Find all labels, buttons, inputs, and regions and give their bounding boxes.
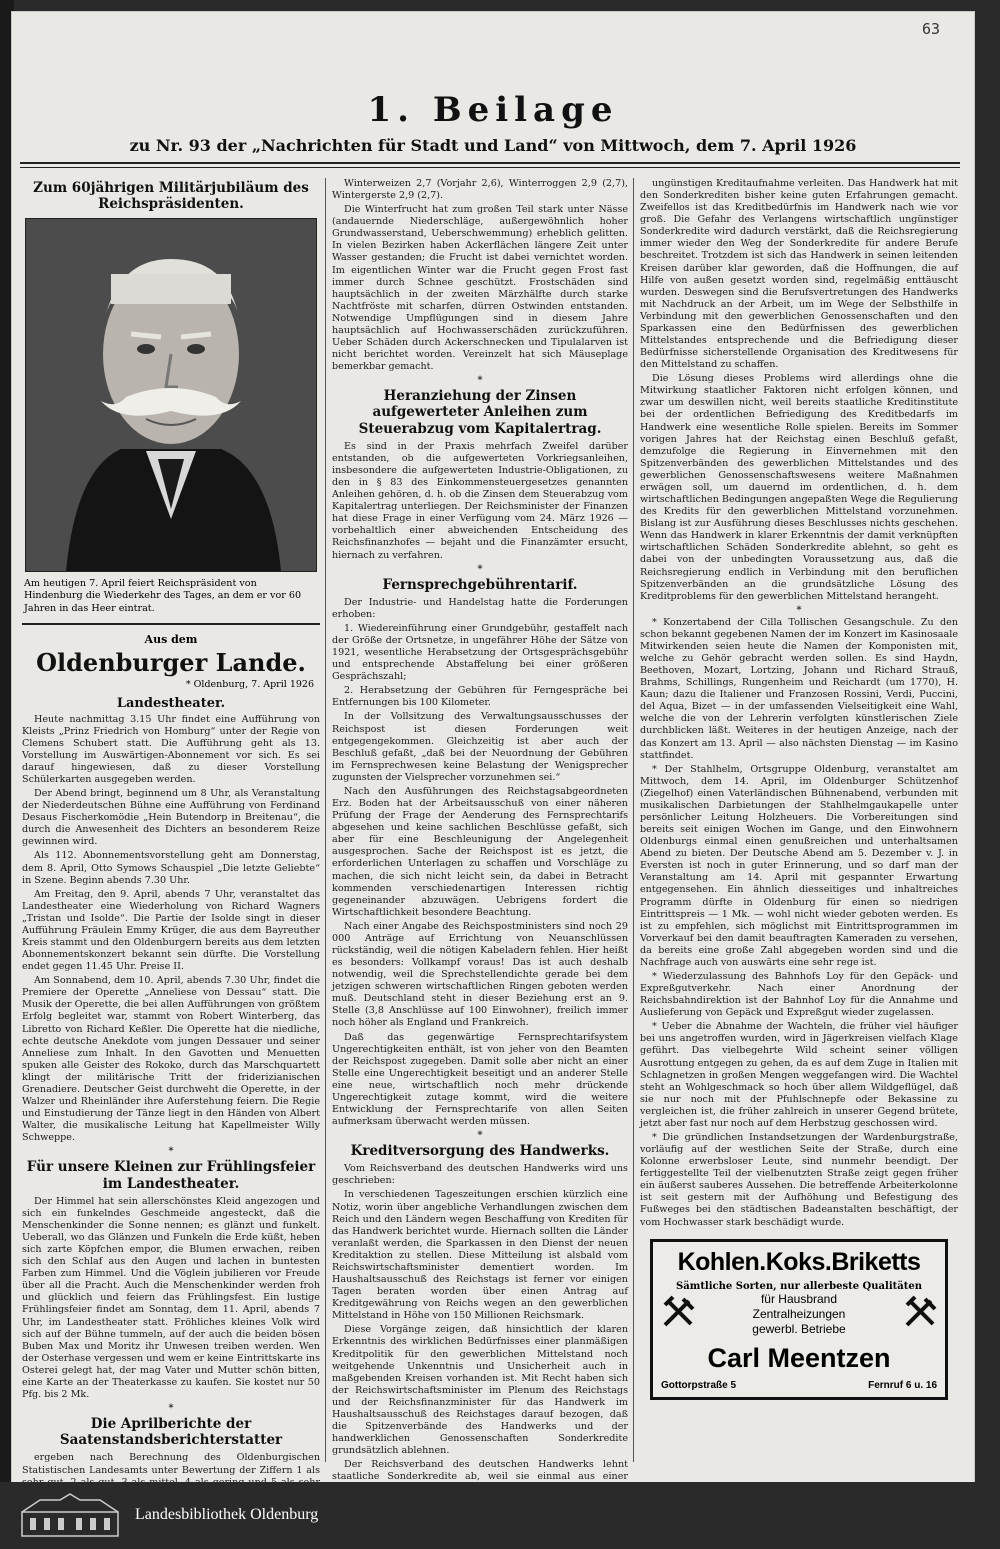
article-heading-aprilberichte: Die Aprilberichte der Saatenstandsberichterstatter bbox=[59, 1416, 283, 1449]
separator-star: * bbox=[168, 1403, 174, 1415]
section-kicker: Aus dem bbox=[144, 632, 198, 646]
ad-body bbox=[661, 1292, 937, 1337]
hammer-pick-icon bbox=[903, 1295, 937, 1333]
paragraph: Vom Reichsverband des deutschen Handwerks wird uns geschrieben: bbox=[332, 1163, 628, 1187]
masthead-subtitle: zu Nr. 93 der „Nachrichten für Stadt und Land“ von Mittwoch, dem 7. April 1926 bbox=[129, 136, 857, 155]
paragraph: Winterweizen 2,7 (Vorjahr 2,6), Winterroggen 2,9 (2,7), Wintergerste 2,9 (2,7). bbox=[332, 178, 628, 202]
news-item-wachteln: * Ueber die Abnahme der Wachteln, die früher viel häufiger bei uns angetroffen wurden, wird in Jägerkreisen vielfach Klage geführt. Das vielbegehrte Wild scheint seiner völligen Ausrottung entgegen zu gehen, da es auf dem Zuge in Italien mit Schlagnetzen in großen Mengen weggefangen wird. Die Wachtel steht an Wohlgeschmack so hoch über allem Wildgeflügel, daß sie nur noch mit der Pfuhlschnepfe oder Bekassine zu vergleichen ist, die früher zahlreich in unserer Gegend brütete, jetzt aber fast nur noch auf dem Herbstzug geschossen wird. bbox=[640, 1021, 958, 1129]
separator-star: * bbox=[477, 1130, 483, 1142]
paragraph: Der Reichsverband des deutschen Handwerks lehnt staatliche Sonderkredite ab, weil sie einmal aus einer bbox=[332, 1459, 628, 1483]
advertisement-meentzen bbox=[650, 1239, 948, 1400]
library-name[interactable]: Landesbibliothek Oldenburg bbox=[135, 1506, 319, 1523]
ad-footer bbox=[661, 1380, 937, 1391]
paragraph: Nach einer Angabe des Reichspostministers sind noch 29 000 Anträge auf Errichtung von Neuanschlüssen rückständig, weil die nötigen Kabeladern fehlen. Hier heißt es besonders: Vollkampf voraus! Das ist auch deshalb notwendig, weil die Sprechstellendichte gerade bei dem jetzigen schweren wirtschaftlichen Ringen geboten werden muß. Deutschland steht in dieser Beziehung erst an 9. Stelle (3,8 Anschlüsse auf 100 Einwohner), freilich immer noch höher als England und Frankreich. bbox=[332, 920, 628, 1029]
paragraph: Am Sonnabend, dem 10. April, abends 7.30 Uhr, findet die Premiere der Operette „Anneliese von Dessau“ statt. Die Musik der Operette, die bei allen Aufführungen von größtem Erfolg begleitet war, stammt von Robert Winterberg, das Libretto von Richard Keßler. Die Operette hat die niedliche, echte deutsche Anekdote vom jungen Dessauer und seiner Anneliese zum Inhalt. In den Gavotten und Menuetten spuken alle Geister des Rokoko, durch das Marschquartett klingt der militärische Tritt der friderizianischen Grenadiere. Deutscher Geist durchweht die Operette, in der Walzer und Rheinländer ihre Auferstehung feiern. Die Regie und Einstudierung der Tänze liegt in den Händen von Albert Walter, die musikalische Leitung hat Kapellmeister Willy Schweppe. bbox=[22, 975, 320, 1144]
paragraph: 1. Wiedereinführung einer Grundgebühr, gestaffelt nach der Größe der Ortsnetze, in ungefährer Höhe der Sätze von 1921, wesentliche Herabsetzung der Ortsgesprächsgebühr und entsprechende Abstaffelung bei einer größeren Gesprächszahl; bbox=[332, 622, 628, 683]
masthead-rule-bottom bbox=[20, 167, 960, 168]
ad-line-1: für Hausbrand bbox=[760, 1291, 838, 1306]
newspaper-page bbox=[12, 12, 974, 1482]
ad-line-2: Zentralheizungen bbox=[752, 1306, 846, 1321]
paragraph: ungünstigen Kreditaufnahme verleiten. Das Handwerk hat mit den Sonderkrediten bisher keine guten Erfahrungen gemacht. Zweifellos ist das Kreditbedürfnis im Handwerk nach wie vor groß. Die Gefahr des Verlangens wirtschaftlich ungünstiger Sonderkredite wird dadurch verstärkt, daß die Reichsregierung immer wieder den Weg der Sonderkredite für andere Berufe beschreitet. Trotzdem ist sich das Handwerk in seinen leitenden Kreisen darüber klar geworden, daß die Hoffnungen, die auf Hilfe von außen gesetzt worden sind, regelmäßig enttäuscht wurden. Deswegen sind die Berufsvertretungen des Handwerks mit Nachdruck an der Arbeit, um im Wege der Selbsthilfe in Verbindung mit den gewerblichen Genossenschaften und den Sparkassen eine den Bedürfnissen des gewerblichen Mittelstandes entsprechende und die Befriedigung dieser Bedürfnisse sicherstellende Organisation des Kreditwesens für den Mittelstand zu schaffen. bbox=[640, 178, 958, 371]
ad-lines bbox=[752, 1292, 845, 1337]
ad-line-3: gewerbl. Betriebe bbox=[752, 1321, 846, 1336]
article-heading-fernsprech: Fernsprechgebührentarif. bbox=[382, 576, 578, 593]
dateline: * Oldenburg, 7. April 1926 bbox=[185, 678, 314, 690]
portrait-photo bbox=[25, 218, 317, 572]
paragraph: Die Winterfrucht hat zum großen Teil stark unter Nässe (andauernde Niederschläge, außergewöhnlich hoher Grundwasserstand, Ueberschwemmung) erheblich gelitten. In vielen Bezirken haben Ackerflächen längere Zeit unter Wasser gestanden; die Frucht ist dabei vernichtet worden. Im eigentlichen Winter war die Frucht gegen Frost fast immer durch Schnee geschützt. Frostschäden sind hauptsächlich in der zweiten Märzhälfte durch starke Nachtfröste mit scharfen, dürren Ostwinden entstanden. Notwendige Umpflügungen sind in diesem Jahre hauptsächlich auf Hochwasserschäden zurückzuführen. Ueber Schäden durch Ackerschnecken und Tipulalarven ist nicht berichtet worden. Vereinzelt hat sich Mäuseplage bemerkbar gemacht. bbox=[332, 204, 628, 373]
article-heading-kleine: Für unsere Kleinen zur Frühlingsfeier im Landestheater. bbox=[26, 1159, 316, 1192]
ad-headline: Kohlen.Koks.Briketts bbox=[677, 1247, 921, 1276]
paragraph: Die Lösung dieses Problems wird allerdings ohne die Mitwirkung staatlicher Faktoren nicht erfolgen können, und zwar um deswillen nicht, weil bereits staatliche Kreditinstitute bei der ordentlichen Befriedigung des Kreditbedarfs im Handwerk eine wesentliche Rolle spielen. Bereits im Sommer vorigen Jahres hat der Reichstag einen Beschluß gefaßt, demzufolge die Regierung in Einvernehmen mit den Spitzenverbänden des gewerblichen Mittelstandes und des gewerblichen Genossenschaftswesens weitere Maßnahmen erwägen soll, um dauernd im ordentlichen, d. h. dem wirtschaftlichen Bedingungen angepaßten Wege die Regulierung des Kredits für den gewerblichen Mittelstand vorzunehmen. Bislang ist zur Ausführung dieses Beschlusses nichts geschehen. Wenn das Handwerk in klarer Erkenntnis der damit verknüpften wirtschaftlichen Schäden Sonderkredite ablehnt, so geht es dabei von der unbedingten Voraussetzung aus, daß die Reichsregierung endlich in Verbindung mit den beruflichen Spitzenverbänden an die grundsätzliche Lösung des Kreditproblems für den gewerblichen Mittelstand herangeht. bbox=[640, 373, 959, 602]
news-item-bahnhof: * Wiederzulassung des Bahnhofs Loy für den Gepäck- und Expreßgutverkehr. Nach einer Anordnung der Reichsbahndirektion ist der Bahnhof Loy für die Annahme und Auslieferung von Gepäck und Expreßgut wieder zugelassen. bbox=[640, 971, 958, 1019]
separator-star: * bbox=[477, 375, 483, 387]
paragraph: Daß das gegenwärtige Fernsprechtarifsystem Ungerechtigkeiten enthält, ist von jeher von den Beamten der Reichspost zugegeben. Damit solle aber nicht an einer Stelle eine Ungerechtigkeit beseitigt und an anderer Stelle eine neue, wirtschaftlich noch mehr drückende Ungerechtigkeit zutage kommt, wird die weitere Entwicklung der Fernsprechtarife von allen Seiten aufmerksam überwacht werden müssen. bbox=[332, 1031, 628, 1128]
paragraph: Der Himmel hat sein allerschönstes Kleid angezogen und sich ein funkelndes Geschmeide angesteckt, daß die Menschenkinder die Sonne nennen; es glänzt und funkelt. Ueberall, wo das Glänzen und Funkeln die Erde küßt, heben sich zarte Köpfchen empor, die Blumen erwachen, reiben sich den Schlaf aus den Augen und lachen in buntesten Farben zum Himmel. Und die Vöglein jubilieren vor Freude über all die Pracht. Auch die Menschenkinder werden froh und glücklich und feiern das Frühlingsfest. Ein lustige Frühlingsfeier findet am Sonntag, dem 11. April, abends 7 Uhr, im Landestheater statt. Fröhliches kleines Volk wird sich auf der Bühne tummeln, auf der auch die beiden bösen Buben Max und Moritz ihr Unwesen treiben werden. Wen der Osterhase vergessen und wem er keine Eintrittskarte ins Osterei gelegt hat, der mag Vater und Mutter schön bitten, eine Karte an der Theaterkasse zu kaufen. Sie kostet nur 50 Pfg. bis 2 Mk. bbox=[22, 1195, 320, 1400]
column-1 bbox=[22, 178, 320, 1476]
news-item-strasse: * Die gründlichen Instandsetzungen der Wardenburgstraße, vorläufig auf der westlichen Seite der Straße, durch eine Kolonne erwerbsloser Leute, sind nunmehr beendigt. Der fertiggestellte Teil der vielbenutzten Straße zeigt gegen früher ein äußerst sauberes Aussehen. Die betreffende Arbeiterkolonne ist seit gestern mit der Aufhöhung und Befestigung des Fußweges bei den städtischen Badeanstalten beschäftigt, der vom Hochwasser stark beschädigt wurde. bbox=[640, 1132, 958, 1228]
separator-star: * bbox=[477, 563, 483, 575]
paragraph: Diese Vorgänge zeigen, daß hinsichtlich der klaren Erkenntnis des wirklichen Bedürfnisses einer planmäßigen Kreditpolitik für den gewerblichen Mittelstand noch weitgehende Unkenntnis und Unsicherheit auch in maßgebenden Kreisen vorhanden ist. Mit Recht haben sich der Reichswirtschaftsminister im Plenum des Reichstags und der Reichsfinanzminister für das Handwerk im Haushaltsausschuß des Reichstages darauf bezogen, daß die Spitzenverbände des Handwerks und der handwerklichen Genossenschaften Sonderkredite grundsätzlich ablehnen. bbox=[332, 1324, 628, 1457]
paragraph: Der Industrie- und Handelstag hatte die Forderungen erhoben: bbox=[332, 596, 628, 620]
paragraph: Heute nachmittag 3.15 Uhr findet eine Aufführung von Kleists „Prinz Friedrich von Homburg“ unter der Regie von Clemens Schubert statt. Die Aufführung geht als 13. Vorstellung im Auswärtigen-Abonnement vor sich. Es sei darauf hingewiesen, daß zu dieser Vorstellung Schülerkarten ausgegeben werden. bbox=[22, 713, 320, 785]
masthead-title: 1. Beilage bbox=[367, 90, 619, 130]
article-heading-kredit: Kreditversorgung des Handwerks. bbox=[350, 1143, 610, 1160]
separator-star: * bbox=[168, 1146, 174, 1158]
paragraph: 2. Herabsetzung der Gebühren für Ferngespräche bei Entfernungen bis 100 Kilometer. bbox=[332, 685, 628, 709]
news-item-stahlhelm: * Der Stahlhelm, Ortsgruppe Oldenburg, veranstaltet am Mittwoch, dem 14. April, im Oldenburger Schützenhof (Ziegelhof) einen Vaterländischen Bühnenabend, verbunden mit musikalischen Darbietungen der Stahlhelmgaukapelle unter persönlicher Leitung Holzheuers. Die Vorbereitungen sind bereits seit einigen Wochen im Gange, und den Einwohnern Oldenburgs einmal einen genußreichen und unterhaltsamen Abend zu bieten. Der Deutsche Abend am 5. Dezember v. J. in Eversten ist noch in guter Erinnerung, und so darf man der Veranstaltung am 14. April mit gespannter Erwartung entgegensehen. Ein ähnlich diesseitiges und inhaltreiches Programm dürfte in Oldenburg für einen so niedrigen Eintrittspreis — 1 Mk. — wohl nicht wieder geboten werden. Es ist zu empfehlen, sich möglichst mit Eintrittsprogrammen im Vorverkauf bei den damit beauftragten Kameraden zu versehen, da bereits eine große Zahl abgegeben worden sind und die Nachfrage auch von auswärts eine sehr rege ist. bbox=[640, 763, 958, 968]
hammer-pick-icon bbox=[661, 1295, 695, 1333]
paragraph: In verschiedenen Tageszeitungen erschien kürzlich eine Notiz, worin über angebliche Verhandlungen zwischen dem Reich und den Ländern wegen Beschaffung von Krediten für das Handwerk berichtet wurde. Hiernach sollten die Länder veranlaßt werden, die Sparkassen in den Dienst der neuen Kreditaktion zu stellen. Diese Mitteilung ist alsbald vom Reichswirtschaftsminister dementiert worden. Im Haushaltsausschuß des Reichstags ist ferner vor einigen Tagen beraten worden über einen Antrag auf Kreditgewährung von Reichs wegen an den gewerblichen Mittelstand in Höhe von 150 Millionen Reichsmark. bbox=[332, 1189, 628, 1322]
article-heading-jubilaeum: Zum 60jährigen Militärjubiläum des Reichspräsidenten. bbox=[33, 180, 309, 213]
portrait-image bbox=[26, 219, 316, 571]
paragraph: Nach den Ausführungen des Reichstagsabgeordneten Erz. Boden hat der Arbeitsausschuß von einer näheren Prüfung der Frage der Aenderung des Fernsprechtarifs abgesehen und keine sachlichen Beschlüsse gefaßt, sich aber für eine Beschleunigung der Angelegenheit ausgesprochen. Sache der Reichspost ist es jetzt, die erforderlichen Unterlagen zu schaffen und Vorschläge zu machen, die sich nicht leicht sein, da dabei in Betracht kommenden verschiedenartigen Interessen richtig gegeneinander abzuwägen. Uebrigens fordert die Wirtschaftlichkeit besondere Beachtung. bbox=[332, 785, 628, 918]
column-divider-2 bbox=[633, 178, 634, 1462]
viewer-footer bbox=[0, 1482, 1000, 1549]
ad-phone: Fernruf 6 u. 16 bbox=[868, 1379, 937, 1391]
paragraph: In der Vollsitzung des Verwaltungsausschusses der Reichspost ist diesen Forderungen weit entgegengekommen. Gleichzeitig ist aber auch der Beschluß gefaßt, „daß bei der Neuordnung der Gebühren im Fernsprechwesen keine Belastung der Wenigsprecher zugunsten der Vielsprecher vorzunehmen sei.“ bbox=[332, 711, 628, 783]
paragraph: Als 112. Abonnementsvorstellung geht am Donnerstag, dem 8. April, Otto Symows Schauspiel „Die letzte Geliebte“ in Szene. Beginn abends 7.30 Uhr. bbox=[22, 850, 320, 886]
section-rule bbox=[22, 623, 320, 625]
article-heading-landestheater: Landestheater. bbox=[116, 695, 226, 711]
paragraph: Der Abend bringt, beginnend um 8 Uhr, als Veranstaltung der Niederdeutschen Bühne eine Aufführung von Ferdinand Desaus Fischerkomödie „Hein Butendorp in Breitenau“, die durch die Anwesenheit des Dichters an besonderem Reize gewinnen wird. bbox=[22, 788, 320, 848]
paragraph: ergeben nach Berechnung des Oldenburgischen Statistischen Landesamts unter Bewertung der Ziffern 1 als bbox=[22, 1452, 320, 1476]
separator-star: * bbox=[796, 604, 802, 616]
ad-subline: Sämtliche Sorten, nur allerbeste Qualitäten bbox=[676, 1280, 922, 1292]
column-3 bbox=[640, 178, 958, 1464]
masthead bbox=[12, 90, 974, 155]
column-2 bbox=[332, 178, 628, 1483]
photo-caption: Am heutigen 7. April feiert Reichspräsident von Hindenburg die Wiederkehr des Tages, an dem er vor 60 Jahren in das Heer eintrat. bbox=[24, 578, 302, 614]
column-divider-1 bbox=[325, 178, 326, 1462]
news-item-konzert: * Konzertabend der Cilla Tollischen Gesangschule. Zu den schon bekannt gegebenen Namen der im Konzert im Kasinosaale Mitwirkenden seien heute die Namen der Komponisten mit, welche zu Gehör gebracht werden sollen. Es sind Haydn, Beethoven, Mozart, Lortzing, Johann und Richard Strauß, Brahms, Schillings, Rungenheim und Reichardt (um 1770), H. Kaun; dazu die Italiener und Franzosen Rossini, Verdi, Puccini, del Aqua, Bizet — in der umfassenden Vielseitigkeit eine Wahl, welche die von der Lehrerin verfolgten künstlerischen Ziele durchblicken läßt. Weiteres in der heutigen Anzeige, nach der das Konzert am 13. April — also nächsten Dienstag — im Kasino stattfindet. bbox=[640, 616, 958, 761]
paragraph: Am Freitag, den 9. April, abends 7 Uhr, veranstaltet das Landestheater eine Wiederholung von Richard Wagners „Tristan und Isolde“. Die Partie der Isolde singt in dieser Aufführung Fräulein Emmy Krüger, die aus dem Bayreuther Kreis stammt und den Oldenburgern bereits aus dem letzten Abonnementskonzert bekannt sein dürfte. Die Vorstellung endet gegen 11.45 Uhr. Preise II. bbox=[22, 888, 320, 973]
library-building-icon bbox=[20, 1492, 120, 1542]
article-heading-zinsen: Heranziehung der Zinsen aufgewerteter Anleihen zum Steuerabzug vom Kapitalertrag. bbox=[358, 388, 602, 437]
ad-company-name: Carl Meentzen bbox=[707, 1342, 891, 1373]
masthead-rule-top bbox=[20, 162, 960, 164]
section-title: Oldenburger Lande. bbox=[36, 647, 306, 677]
page-number: 63 bbox=[921, 20, 940, 38]
ad-address: Gottorpstraße 5 bbox=[661, 1379, 737, 1391]
paragraph: Es sind in der Praxis mehrfach Zweifel darüber entstanden, ob die aufgewerteten Vorkriegsanleihen, insbesondere die aufgewerteten Industrie-Obligationen, zu den in § 83 des Einkommensteuergesetzes genannten Anleihen gehören, d. h. ob die Zinsen dem Steuerabzug vom Kapitalertrag unterliegen. Der Reichsminister der Finanzen hat diese Frage in einer Verfügung vom 24. März 1926 — vorbehaltlich einer abweichenden Entscheidung des Reichsfinanzhofes — bejaht und die Finanzämter ersucht, hiernach zu verfahren. bbox=[332, 440, 628, 561]
